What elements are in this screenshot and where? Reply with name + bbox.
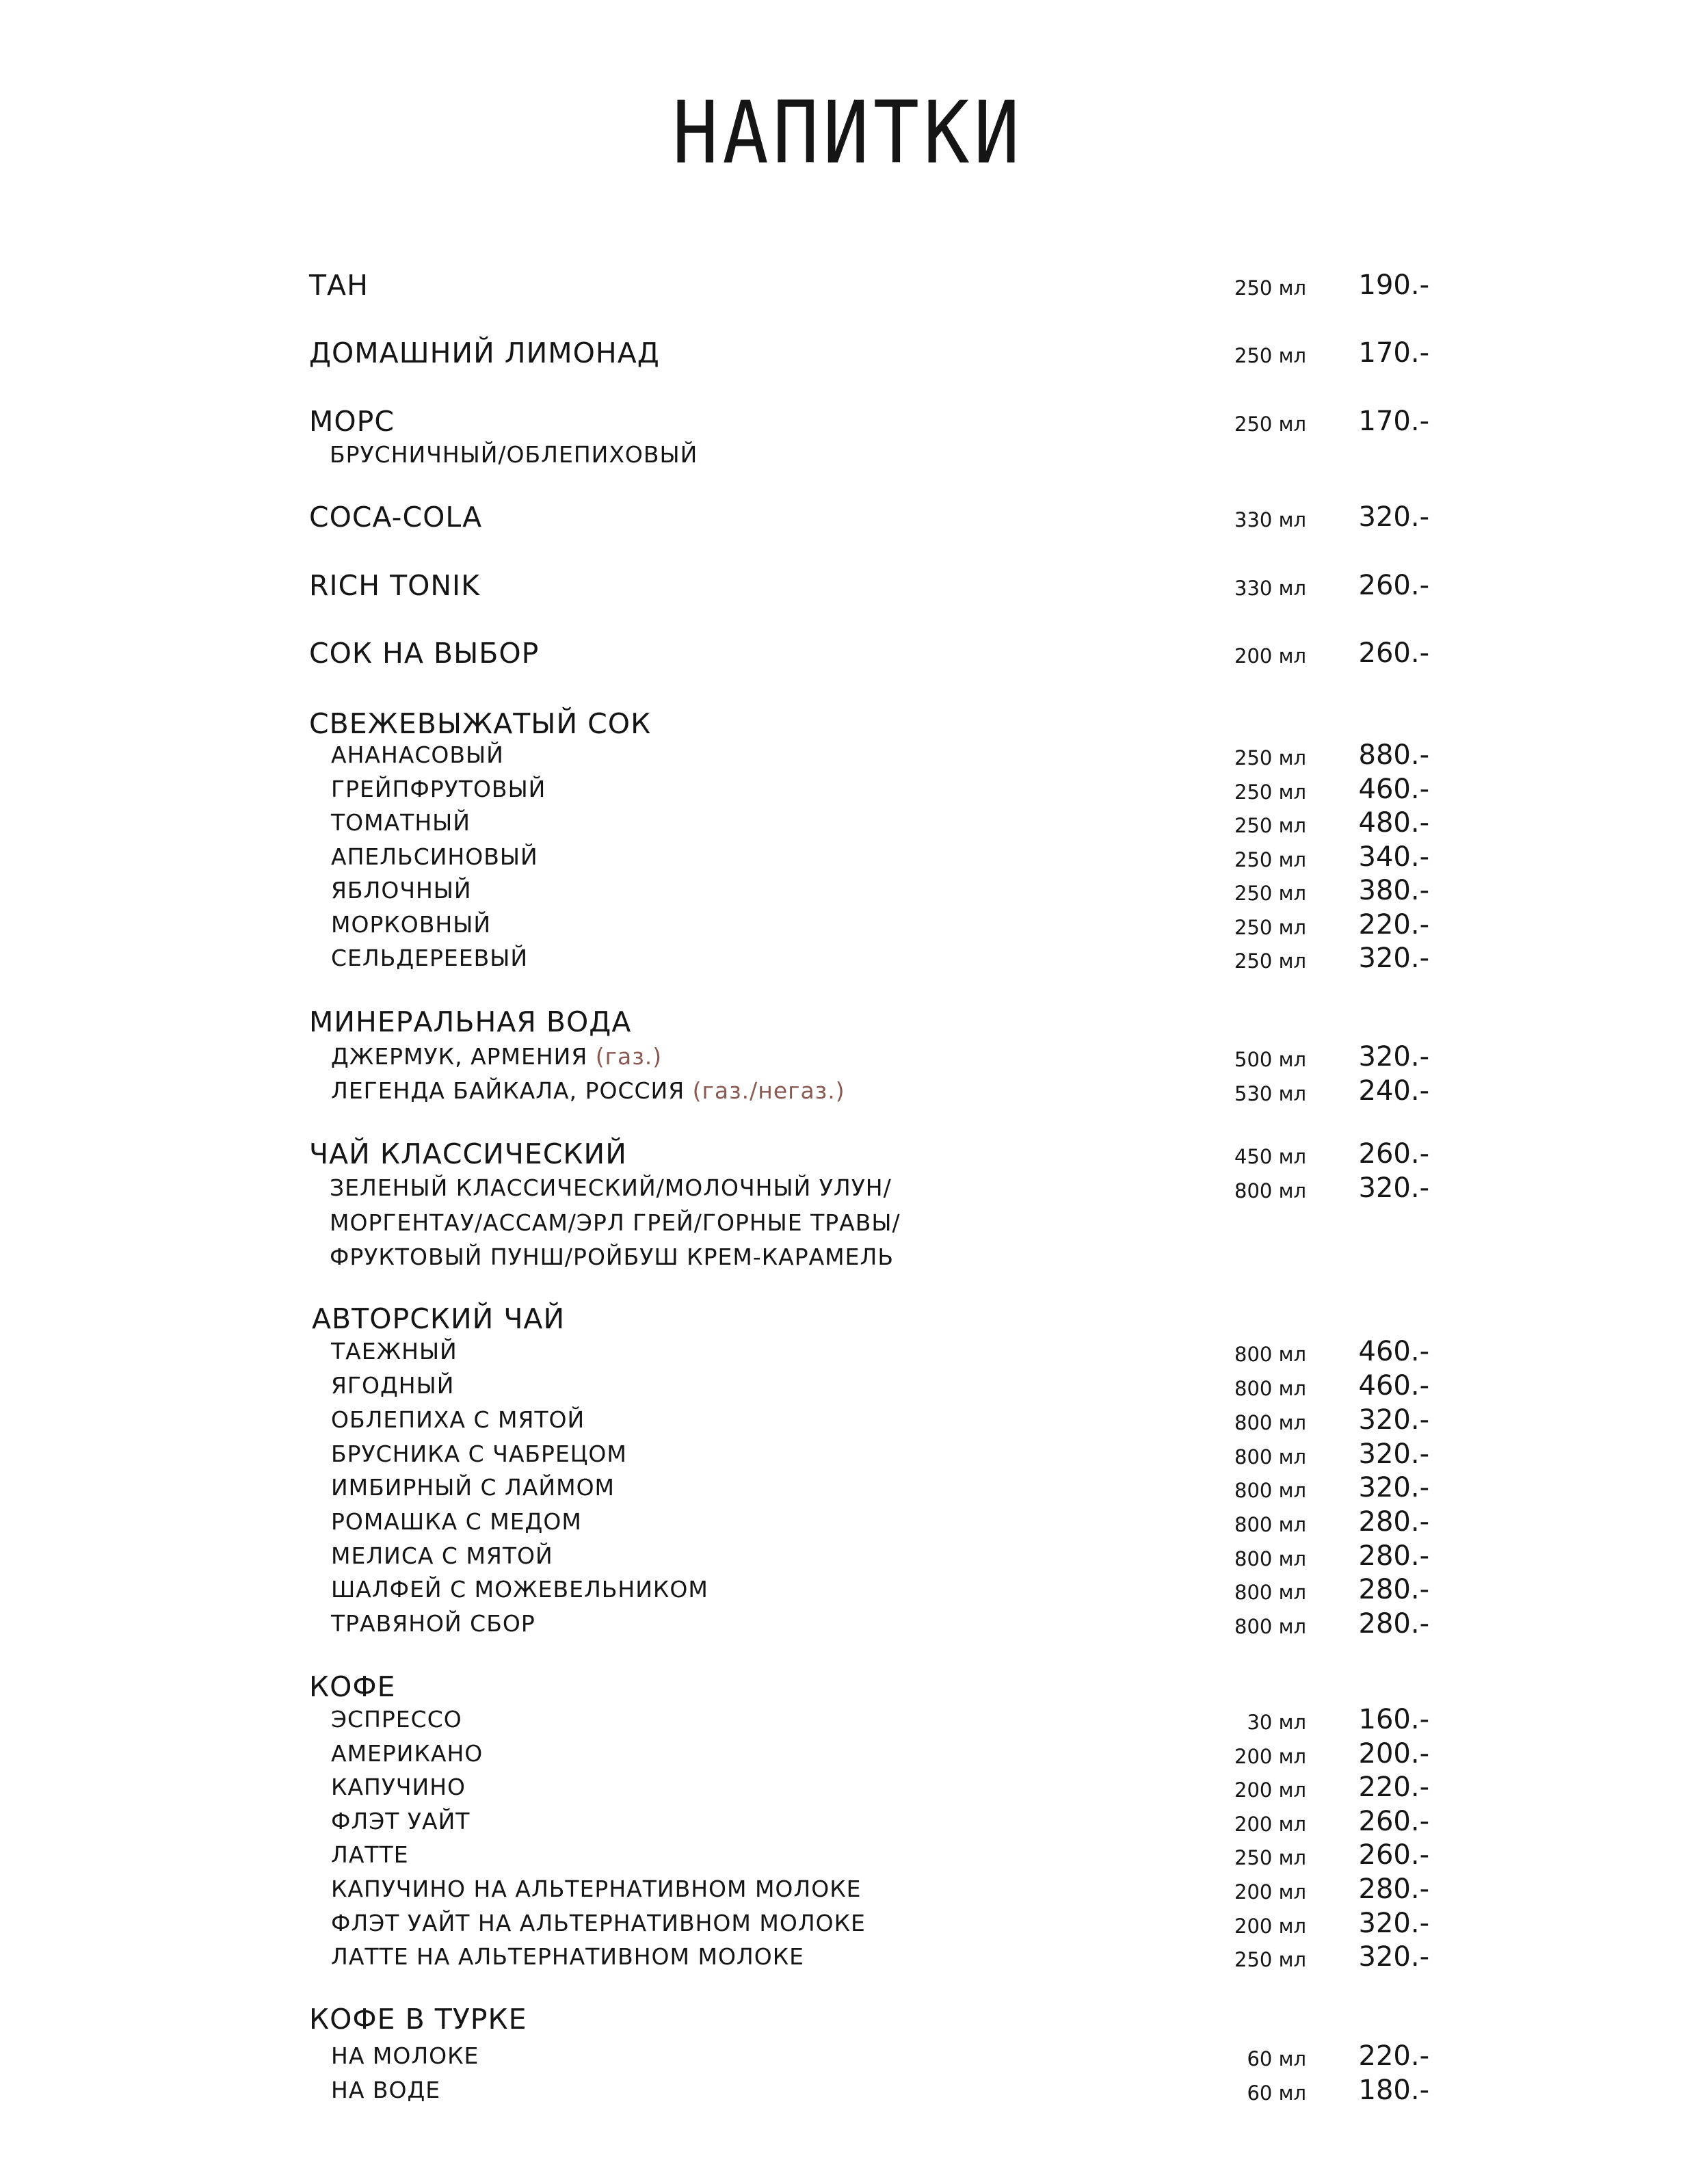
item-name: КАПУЧИНО bbox=[331, 1774, 466, 1800]
item-volume: 800 мл bbox=[1234, 1179, 1306, 1202]
item-name: ТАН bbox=[309, 269, 369, 302]
item-volume: 800 мл bbox=[1234, 1615, 1306, 1638]
item-volume: 200 мл bbox=[1234, 644, 1306, 668]
item-volume: 530 мл bbox=[1234, 1082, 1306, 1105]
item-name: АПЕЛЬСИНОВЫЙ bbox=[331, 843, 538, 870]
item-volume: 800 мл bbox=[1234, 1445, 1306, 1469]
item-name: COCA-COLA bbox=[309, 501, 483, 534]
item-name: ФЛЭТ УАЙТ НА АЛЬТЕРНАТИВНОМ МОЛОКЕ bbox=[331, 1910, 866, 1936]
item-volume: 330 мл bbox=[1234, 508, 1306, 531]
item-price: 200.- bbox=[1358, 1738, 1429, 1769]
section-title: ЧАЙ КЛАССИЧЕСКИЙ bbox=[309, 1137, 627, 1170]
section-title: КОФЕ В ТУРКЕ bbox=[309, 2003, 527, 2036]
item-price: 220.- bbox=[1358, 2040, 1429, 2072]
item-name: ЭСПРЕССО bbox=[331, 1706, 462, 1733]
item-price: 160.- bbox=[1358, 1704, 1429, 1735]
item-volume: 800 мл bbox=[1234, 1547, 1306, 1570]
item-volume: 250 мл bbox=[1234, 814, 1306, 837]
item-price: 220.- bbox=[1358, 1772, 1429, 1803]
item-volume: 800 мл bbox=[1234, 1343, 1306, 1366]
menu-title: НАПИТКИ bbox=[672, 83, 1024, 183]
item-price: 380.- bbox=[1358, 875, 1429, 906]
item-volume: 250 мл bbox=[1234, 916, 1306, 939]
item-price: 880.- bbox=[1358, 739, 1429, 771]
item-price: 190.- bbox=[1358, 269, 1429, 301]
item-name: ГРЕЙПФРУТОВЫЙ bbox=[331, 776, 546, 802]
item-volume: 250 мл bbox=[1234, 746, 1306, 769]
item-volume: 250 мл bbox=[1234, 276, 1306, 300]
item-description: БРУСНИЧНЫЙ/ОБЛЕПИХОВЫЙ bbox=[330, 441, 698, 468]
item-name: ФЛЭТ УАЙТ bbox=[331, 1808, 471, 1834]
item-volume: 250 мл bbox=[1234, 780, 1306, 804]
item-volume: 250 мл bbox=[1234, 412, 1306, 436]
item-price: 340.- bbox=[1358, 841, 1429, 873]
item-price: 280.- bbox=[1358, 1574, 1429, 1605]
item-volume: 800 мл bbox=[1234, 1411, 1306, 1434]
item-name: НА МОЛОКЕ bbox=[331, 2042, 479, 2069]
item-price: 240.- bbox=[1358, 1075, 1429, 1107]
item-volume: 800 мл bbox=[1234, 1513, 1306, 1536]
item-name: ЯБЛОЧНЫЙ bbox=[331, 877, 472, 904]
item-name: КАПУЧИНО НА АЛЬТЕРНАТИВНОМ МОЛОКЕ bbox=[331, 1876, 862, 1902]
section-title: СВЕЖЕВЫЖАТЫЙ СОК bbox=[309, 707, 652, 740]
item-name: ЛАТТЕ bbox=[331, 1841, 409, 1868]
tea-varieties-line: ФРУКТОВЫЙ ПУНШ/РОЙБУШ КРЕМ-КАРАМЕЛЬ bbox=[330, 1244, 894, 1270]
item-price: 460.- bbox=[1358, 1370, 1429, 1402]
item-name: ЛАТТЕ НА АЛЬТЕРНАТИВНОМ МОЛОКЕ bbox=[331, 1943, 804, 1970]
item-price: 170.- bbox=[1358, 406, 1429, 437]
item-name: БРУСНИКА С ЧАБРЕЦОМ bbox=[331, 1440, 627, 1467]
item-price: 280.- bbox=[1358, 1608, 1429, 1640]
item-price: 320.- bbox=[1358, 501, 1429, 533]
item-volume: 330 мл bbox=[1234, 577, 1306, 600]
item-price: 320.- bbox=[1358, 943, 1429, 974]
item-volume: 800 мл bbox=[1234, 1581, 1306, 1604]
item-name: АНАНАСОВЫЙ bbox=[331, 741, 504, 768]
item-volume: 450 мл bbox=[1234, 1145, 1306, 1168]
item-price: 260.- bbox=[1358, 637, 1429, 669]
item-name: ТАЕЖНЫЙ bbox=[331, 1338, 458, 1365]
item-volume: 800 мл bbox=[1234, 1479, 1306, 1502]
item-name: НА ВОДЕ bbox=[331, 2077, 441, 2103]
section-title: МИНЕРАЛЬНАЯ ВОДА bbox=[309, 1005, 632, 1038]
item-price: 220.- bbox=[1358, 909, 1429, 940]
item-price: 320.- bbox=[1358, 1941, 1429, 1973]
section-title: КОФЕ bbox=[309, 1670, 396, 1703]
item-note: (газ.) bbox=[595, 1043, 663, 1070]
item-name: ОБЛЕПИХА С МЯТОЙ bbox=[331, 1406, 585, 1433]
item-volume: 200 мл bbox=[1234, 1778, 1306, 1802]
item-name: ИМБИРНЫЙ С ЛАЙМОМ bbox=[331, 1474, 615, 1501]
item-name: МЕЛИСА С МЯТОЙ bbox=[331, 1542, 553, 1569]
item-price: 320.- bbox=[1358, 1041, 1429, 1073]
item-volume: 250 мл bbox=[1234, 344, 1306, 367]
item-price: 280.- bbox=[1358, 1873, 1429, 1905]
item-volume: 60 мл bbox=[1247, 2047, 1306, 2070]
item-volume: 200 мл bbox=[1234, 1745, 1306, 1768]
item-price: 260.- bbox=[1358, 1806, 1429, 1837]
tea-varieties-line: МОРГЕНТАУ/АССАМ/ЭРЛ ГРЕЙ/ГОРНЫЕ ТРАВЫ/ bbox=[330, 1209, 901, 1236]
item-name: ЛЕГЕНДА БАЙКАЛА, РОССИЯ bbox=[331, 1077, 685, 1104]
item-name: МОРС bbox=[309, 405, 395, 438]
item-volume: 500 мл bbox=[1234, 1048, 1306, 1071]
item-name: МОРКОВНЫЙ bbox=[331, 911, 492, 938]
tea-varieties-line: ЗЕЛЕНЫЙ КЛАССИЧЕСКИЙ/МОЛОЧНЫЙ УЛУН/ bbox=[330, 1174, 892, 1201]
item-name: ТОМАТНЫЙ bbox=[331, 809, 471, 836]
item-price: 260.- bbox=[1358, 1839, 1429, 1871]
item-price: 320.- bbox=[1358, 1172, 1429, 1204]
item-name: ШАЛФЕЙ С МОЖЕВЕЛЬНИКОМ bbox=[331, 1576, 708, 1603]
item-name-wrap bbox=[331, 1040, 662, 1074]
item-price: 320.- bbox=[1358, 1404, 1429, 1436]
section-title: АВТОРСКИЙ ЧАЙ bbox=[312, 1302, 566, 1335]
item-price: 460.- bbox=[1358, 774, 1429, 805]
item-volume: 250 мл bbox=[1234, 1948, 1306, 1971]
item-volume: 250 мл bbox=[1234, 949, 1306, 973]
item-price: 180.- bbox=[1358, 2075, 1429, 2106]
item-price: 320.- bbox=[1358, 1438, 1429, 1470]
item-volume: 800 мл bbox=[1234, 1377, 1306, 1400]
item-name: СЕЛЬДЕРЕЕВЫЙ bbox=[331, 945, 529, 971]
item-price: 260.- bbox=[1358, 1138, 1429, 1170]
item-price: 280.- bbox=[1358, 1506, 1429, 1538]
item-price: 320.- bbox=[1358, 1908, 1429, 1939]
item-price: 460.- bbox=[1358, 1336, 1429, 1367]
item-name-wrap bbox=[331, 1074, 845, 1108]
item-name: ТРАВЯНОЙ СБОР bbox=[331, 1610, 535, 1637]
item-volume: 200 мл bbox=[1234, 1813, 1306, 1836]
item-price: 170.- bbox=[1358, 337, 1429, 369]
item-volume: 250 мл bbox=[1234, 848, 1306, 871]
item-price: 480.- bbox=[1358, 807, 1429, 839]
item-name: RICH TONIK bbox=[309, 569, 481, 602]
item-name: ДЖЕРМУК, АРМЕНИЯ bbox=[331, 1043, 588, 1070]
item-volume: 250 мл bbox=[1234, 882, 1306, 905]
item-name: РОМАШКА С МЕДОМ bbox=[331, 1508, 582, 1535]
item-volume: 250 мл bbox=[1234, 1846, 1306, 1869]
item-volume: 200 мл bbox=[1234, 1915, 1306, 1938]
item-name: АМЕРИКАНО bbox=[331, 1740, 483, 1767]
item-price: 320.- bbox=[1358, 1472, 1429, 1503]
item-price: 260.- bbox=[1358, 570, 1429, 601]
item-price: 280.- bbox=[1358, 1540, 1429, 1572]
item-name: ДОМАШНИЙ ЛИМОНАД bbox=[309, 337, 660, 369]
item-name: СОК НА ВЫБОР bbox=[309, 637, 540, 670]
item-note: (газ./негаз.) bbox=[692, 1077, 845, 1104]
item-volume: 60 мл bbox=[1247, 2081, 1306, 2105]
item-volume: 30 мл bbox=[1247, 1711, 1306, 1734]
item-name: ЯГОДНЫЙ bbox=[331, 1372, 455, 1399]
item-volume: 200 мл bbox=[1234, 1880, 1306, 1904]
